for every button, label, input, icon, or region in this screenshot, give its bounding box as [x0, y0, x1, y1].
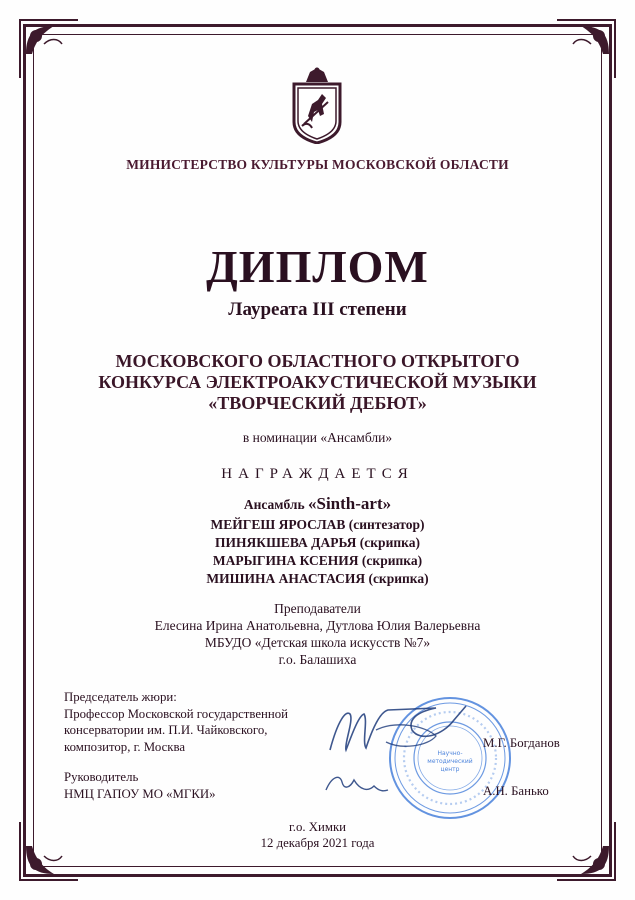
jury-line: композитор, г. Москва	[64, 739, 186, 754]
svg-text:методический: методический	[427, 758, 473, 765]
jury-line: консерватории им. П.И. Чайковского,	[64, 723, 268, 737]
issue-date: 12 декабря 2021 года	[260, 836, 375, 850]
school-city: г.о. Балашиха	[278, 652, 357, 667]
teachers-label: Преподаватели	[274, 601, 361, 616]
contest-line: КОНКУРСА ЭЛЕКТРОАКУСТИЧЕСКОЙ МУЗЫКИ	[98, 372, 537, 392]
nomination: в номинации «Ансамбли»	[242, 430, 393, 445]
svg-text:Научно-: Научно-	[437, 750, 463, 757]
director-name: А.Н. Банько	[483, 784, 549, 798]
ensemble-title: «Sinth-art»	[308, 494, 392, 513]
issue-place: г.о. Химки	[288, 820, 347, 834]
school-name: МБУДО «Детская школа искусств №7»	[204, 635, 431, 650]
jury-title: Председатель жюри:	[64, 690, 177, 704]
diploma-title: ДИПЛОМ	[206, 241, 429, 292]
member-name: МЕЙГЕШ ЯРОСЛАВ (синтезатор)	[210, 517, 425, 532]
director-block	[64, 769, 216, 802]
coat-of-arms-emblem	[288, 66, 346, 144]
member-name: ПИНЯКШЕВА ДАРЬЯ (скрипка)	[215, 535, 420, 550]
member-name: МАРЫГИНА КСЕНИЯ (скрипка)	[212, 553, 423, 568]
handwritten-signatures	[316, 690, 496, 810]
jury-chair-name: М.Г. Богданов	[483, 736, 560, 750]
member-name: МИШИНА АНАСТАСИЯ (скрипка)	[206, 571, 429, 586]
svg-text:центр: центр	[440, 766, 460, 773]
laureate-degree: Лауреата III степени	[228, 299, 407, 320]
corner-ornament	[551, 14, 621, 84]
jury-chair-block	[64, 689, 288, 755]
director-org: НМЦ ГАПОУ МО «МГКИ»	[64, 786, 216, 801]
corner-ornament	[14, 14, 84, 84]
director-title: Руководитель	[64, 770, 139, 784]
ensemble-prefix: Ансамбль	[243, 497, 305, 512]
contest-line: МОСКОВСКОГО ОБЛАСТНОГО ОТКРЫТОГО	[115, 351, 520, 371]
awarded-label: НАГРАЖДАЕТСЯ	[221, 466, 414, 482]
ensemble-name	[0, 494, 635, 514]
contest-name	[0, 351, 635, 414]
jury-line: Профессор Московской государственной	[64, 706, 288, 721]
contest-line: «ТВОРЧЕСКИЙ ДЕБЮТ»	[208, 393, 427, 413]
ministry-header: МИНИСТЕРСТВО КУЛЬТУРЫ МОСКОВСКОЙ ОБЛАСТИ	[126, 157, 509, 172]
teachers-names: Елесина Ирина Анатольевна, Дутлова Юлия Валерьевна	[154, 618, 481, 633]
